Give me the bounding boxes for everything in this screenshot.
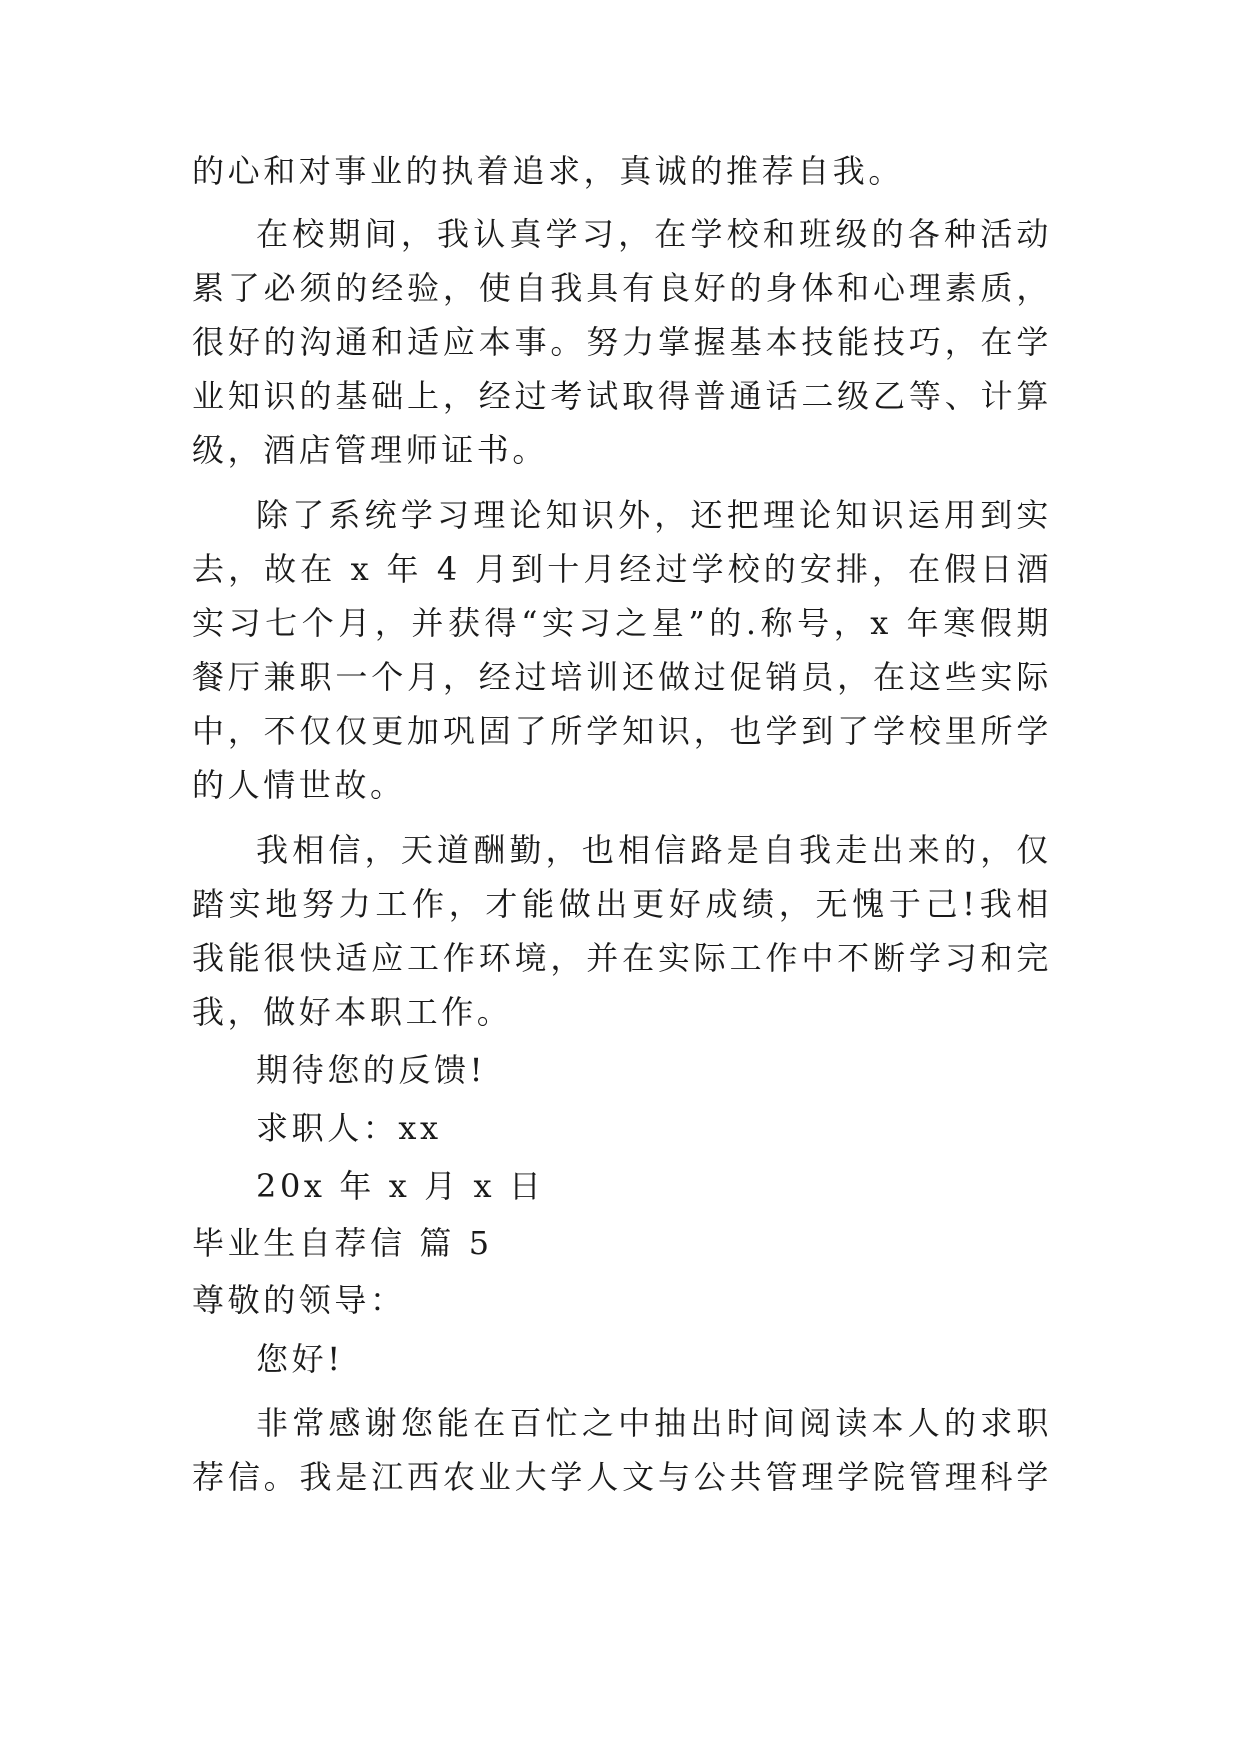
- text-line: 我能很快适应工作环境，并在实际工作中不断学习和完: [192, 939, 1052, 977]
- text-line: 去，故在 x 年 4 月到十月经过学校的安排，在假日酒: [192, 550, 1052, 588]
- paragraph-start-line: 我相信，天道酬勤，也相信路是自我走出来的，仅: [256, 831, 1052, 869]
- text-line: 中，不仅仅更加巩固了所学知识，也学到了学校里所学: [192, 712, 1052, 750]
- closing-line: 期待您的反馈!: [256, 1051, 487, 1089]
- text-line: 实习七个月，并获得“实习之星”的.称号，x 年寒假期: [192, 604, 1052, 642]
- salutation-line: 尊敬的领导：: [192, 1281, 406, 1319]
- text-line: 很好的沟通和适应本事。努力掌握基本技能技巧，在学: [192, 323, 1052, 361]
- greeting-line: 您好!: [256, 1340, 344, 1378]
- text-line: 累了必须的经验，使自我具有良好的身体和心理素质，: [192, 269, 1052, 307]
- date-line: 20x 年 x 月 x 日: [256, 1167, 545, 1205]
- text-line: 的心和对事业的执着追求，真诚的推荐自我。: [192, 152, 905, 190]
- paragraph-start-line: 非常感谢您能在百忙之中抽出时间阅读本人的求职: [256, 1404, 1052, 1442]
- signature-line: 求职人：xx: [256, 1109, 442, 1147]
- text-line: 荐信。我是江西农业大学人文与公共管理学院管理科学: [192, 1458, 1052, 1496]
- text-line: 级，酒店管理师证书。: [192, 431, 549, 469]
- paragraph-start-line: 在校期间，我认真学习，在学校和班级的各种活动: [256, 215, 1052, 253]
- text-line: 我，做好本职工作。: [192, 993, 513, 1031]
- text-line: 餐厅兼职一个月，经过培训还做过促销员，在这些实际: [192, 658, 1052, 696]
- text-line: 踏实地努力工作，才能做出更好成绩，无愧于己!我相: [192, 885, 1052, 923]
- text-line: 业知识的基础上，经过考试取得普通话二级乙等、计算: [192, 377, 1052, 415]
- text-line: 的人情世故。: [192, 766, 406, 804]
- section-heading: 毕业生自荐信 篇 5: [192, 1224, 493, 1262]
- paragraph-start-line: 除了系统学习理论知识外，还把理论知识运用到实: [256, 496, 1052, 534]
